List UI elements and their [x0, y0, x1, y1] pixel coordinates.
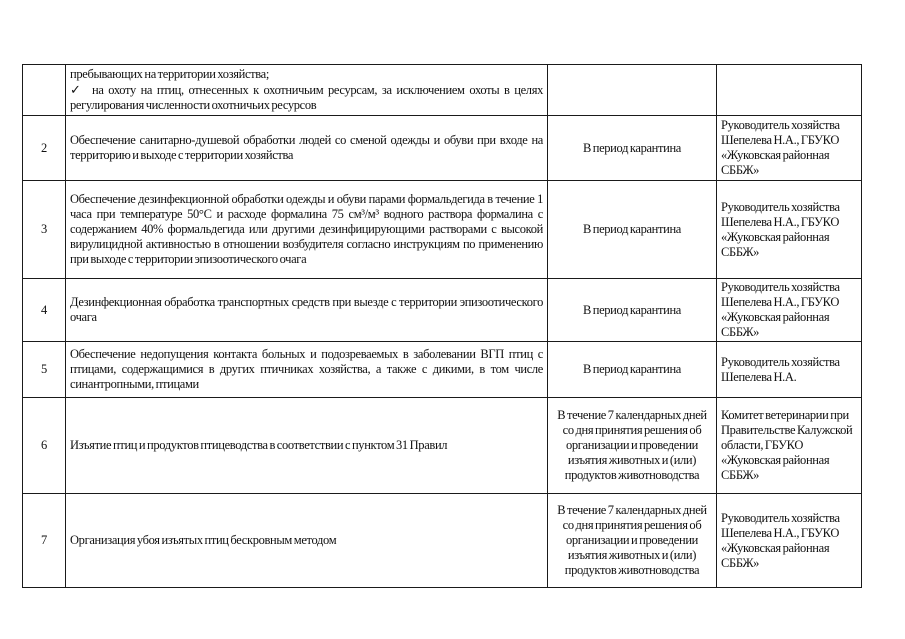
- responsible-cell: Руководитель хозяйства Шепелева Н.А., ГБУКО «Жуковская районная СББЖ»: [717, 494, 862, 588]
- row-number: 6: [23, 398, 66, 494]
- term-cell: [548, 65, 717, 116]
- row-number: 2: [23, 116, 66, 181]
- responsible-cell: Руководитель хозяйства Шепелева Н.А., ГБУКО «Жуковская районная СББЖ»: [717, 279, 862, 342]
- action-cell: Дезинфекционная обработка транспортных средств при выезде с территории эпизоотического очага: [66, 279, 548, 342]
- row-number: 7: [23, 494, 66, 588]
- action-cell: [66, 65, 548, 116]
- action-cell: Обеспечение санитарно-душевой обработки людей со сменой одежды и обуви при входе на территорию и выходе с территории хозяйства: [66, 116, 548, 181]
- action-line-bulleted: [70, 82, 543, 113]
- responsible-cell: Комитет ветеринарии при Правительстве Калужской области, ГБУКО «Жуковская районная СББЖ»: [717, 398, 862, 494]
- action-cell: Обеспечение недопущения контакта больных и подозреваемых в заболевании ВГП птиц с птицами, содержащимися в других птичниках хозяйства, а также с дикими, в том числе синантропными, птицами: [66, 342, 548, 398]
- responsible-cell: Руководитель хозяйства Шепелева Н.А., ГБУКО «Жуковская районная СББЖ»: [717, 181, 862, 279]
- term-cell: В течение 7 календарных дней со дня принятия решения об организации и проведении изъятия животных и (или) продуктов животноводства: [548, 494, 717, 588]
- table-row: [23, 65, 862, 116]
- row-number: [23, 65, 66, 116]
- action-line: пребывающих на территории хозяйства;: [70, 67, 269, 81]
- action-cell: Организация убоя изъятых птиц бескровным методом: [66, 494, 548, 588]
- term-cell: В период карантина: [548, 181, 717, 279]
- table-row: [23, 398, 862, 494]
- row-number: 3: [23, 181, 66, 279]
- table-row: [23, 494, 862, 588]
- table-row: [23, 342, 862, 398]
- row-number: 5: [23, 342, 66, 398]
- action-cell: Обеспечение дезинфекционной обработки одежды и обуви парами формальдегида в течение 1 часа при температуре 50°C и расходе формалина 75 см³/м³ водного раствора формалина с содержанием 40% формальдегида или другими дезинфицирующими растворами с высокой вирулицидной активностью в отношении возбудителя согласно инструкциям по применению при выходе с территории эпизоотического очага: [66, 181, 548, 279]
- check-mark-icon: ✓: [70, 82, 81, 97]
- responsible-cell: Руководитель хозяйства Шепелева Н.А.: [717, 342, 862, 398]
- action-line: на охоту на птиц, отнесенных к охотничьим ресурсам, за исключением охоты в целях регулирования численности охотничьих ресурсов: [70, 83, 543, 112]
- responsible-cell: [717, 65, 862, 116]
- table-row: [23, 279, 862, 342]
- term-cell: В период карантина: [548, 116, 717, 181]
- responsible-cell: Руководитель хозяйства Шепелева Н.А., ГБУКО «Жуковская районная СББЖ»: [717, 116, 862, 181]
- table-row: [23, 181, 862, 279]
- table-row: [23, 116, 862, 181]
- term-cell: В период карантина: [548, 342, 717, 398]
- action-cell: Изъятие птиц и продуктов птицеводства в соответствии с пунктом 31 Правил: [66, 398, 548, 494]
- measures-table: [22, 64, 862, 588]
- row-number: 4: [23, 279, 66, 342]
- term-cell: В течение 7 календарных дней со дня принятия решения об организации и проведении изъятия животных и (или) продуктов животноводства: [548, 398, 717, 494]
- term-cell: В период карантина: [548, 279, 717, 342]
